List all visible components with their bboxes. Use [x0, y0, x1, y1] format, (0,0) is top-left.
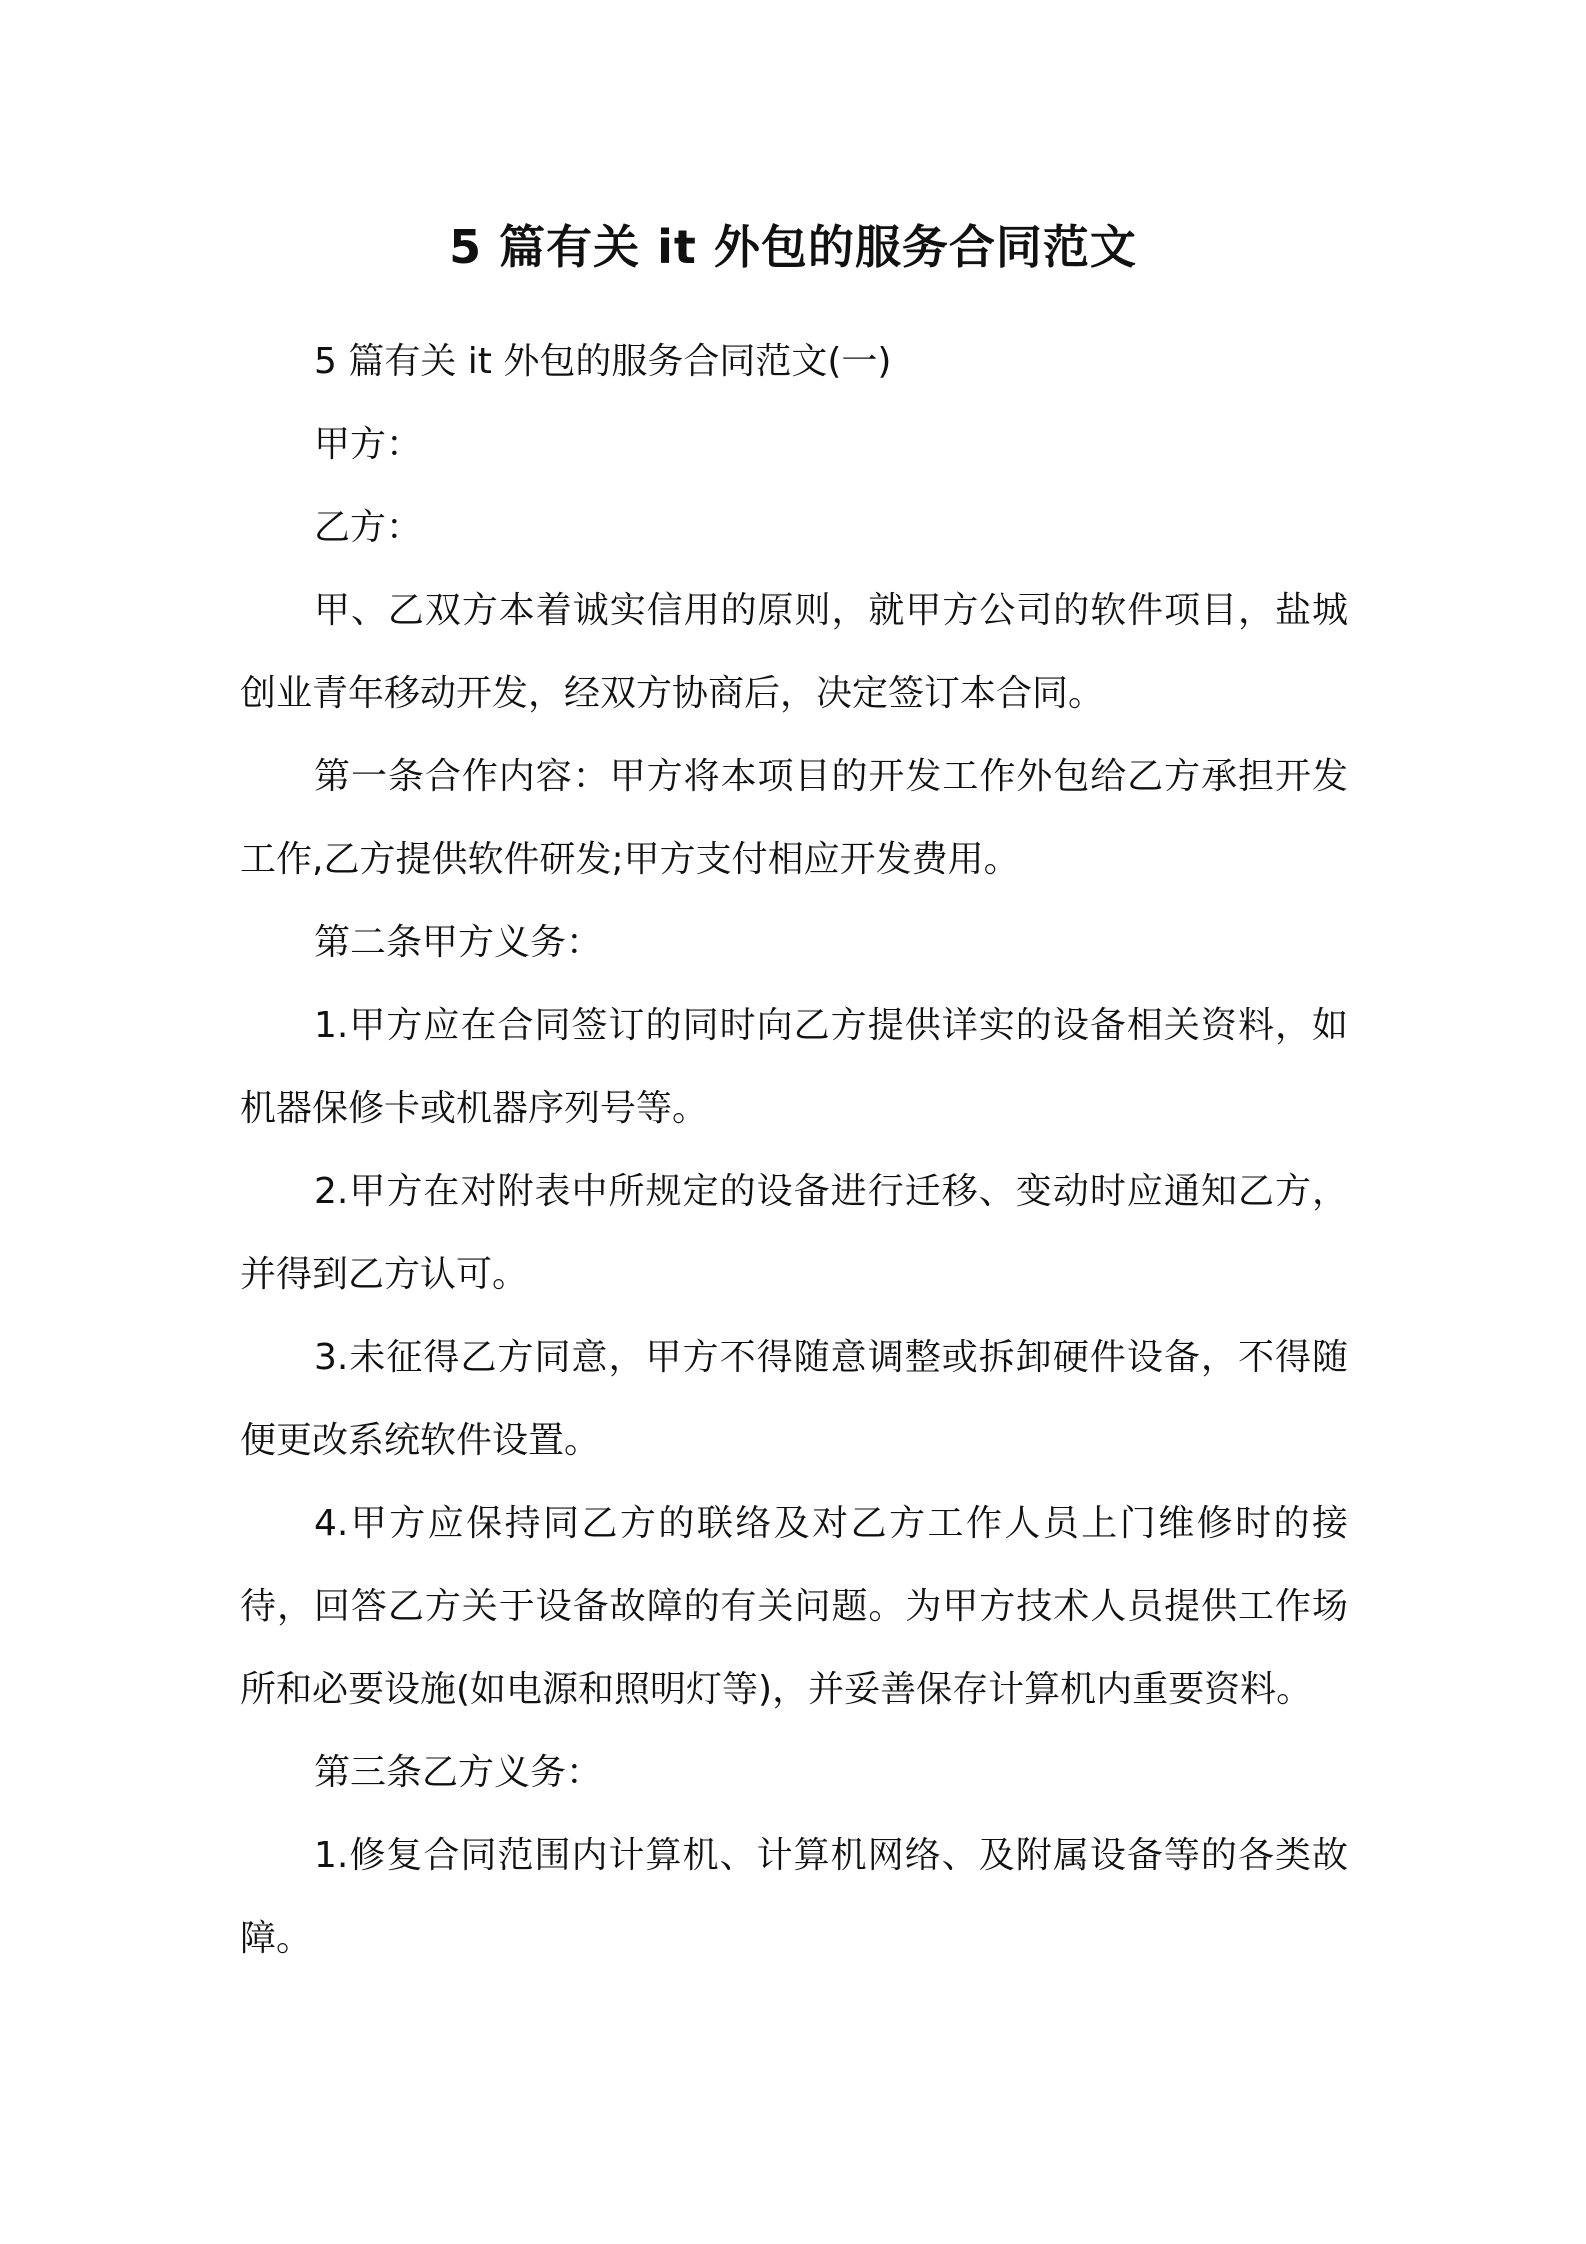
article-2-item: 4.甲方应保持同乙方的联络及对乙方工作人员上门维修时的接待，回答乙方关于设备故障的有关问题。为甲方技术人员提供工作场所和必要设施(如电源和照明灯等)，并妥善保存计算机内重要资料。 — [240, 1503, 1348, 1710]
article-3-heading: 第三条乙方义务： — [314, 1752, 603, 1793]
party-b-line: 乙方： — [314, 507, 423, 548]
document-body — [240, 320, 1348, 1980]
article-2-heading: 第二条甲方义务： — [314, 922, 603, 963]
article-2-item: 1.甲方应在合同签订的同时向乙方提供详实的设备相关资料，如机器保修卡或机器序列号等。 — [240, 1005, 1348, 1129]
article-1-paragraph: 第一条合作内容：甲方将本项目的开发工作外包给乙方承担开发工作,乙方提供软件研发;甲方支付相应开发费用。 — [240, 756, 1348, 880]
article-3-item: 1.修复合同范围内计算机、计算机网络、及附属设备等的各类故障。 — [240, 1835, 1348, 1959]
document-subtitle: 5 篇有关 it 外包的服务合同范文(一) — [314, 341, 892, 382]
party-a-line: 甲方： — [314, 424, 423, 465]
intro-paragraph: 甲、乙双方本着诚实信用的原则，就甲方公司的软件项目，盐城创业青年移动开发，经双方协商后，决定签订本合同。 — [240, 590, 1348, 714]
article-2-item: 2.甲方在对附表中所规定的设备进行迁移、变动时应通知乙方，并得到乙方认可。 — [240, 1171, 1348, 1295]
document-title: 5 篇有关 it 外包的服务合同范文 — [449, 220, 1137, 274]
article-2-item: 3.未征得乙方同意，甲方不得随意调整或拆卸硬件设备，不得随便更改系统软件设置。 — [240, 1337, 1348, 1461]
